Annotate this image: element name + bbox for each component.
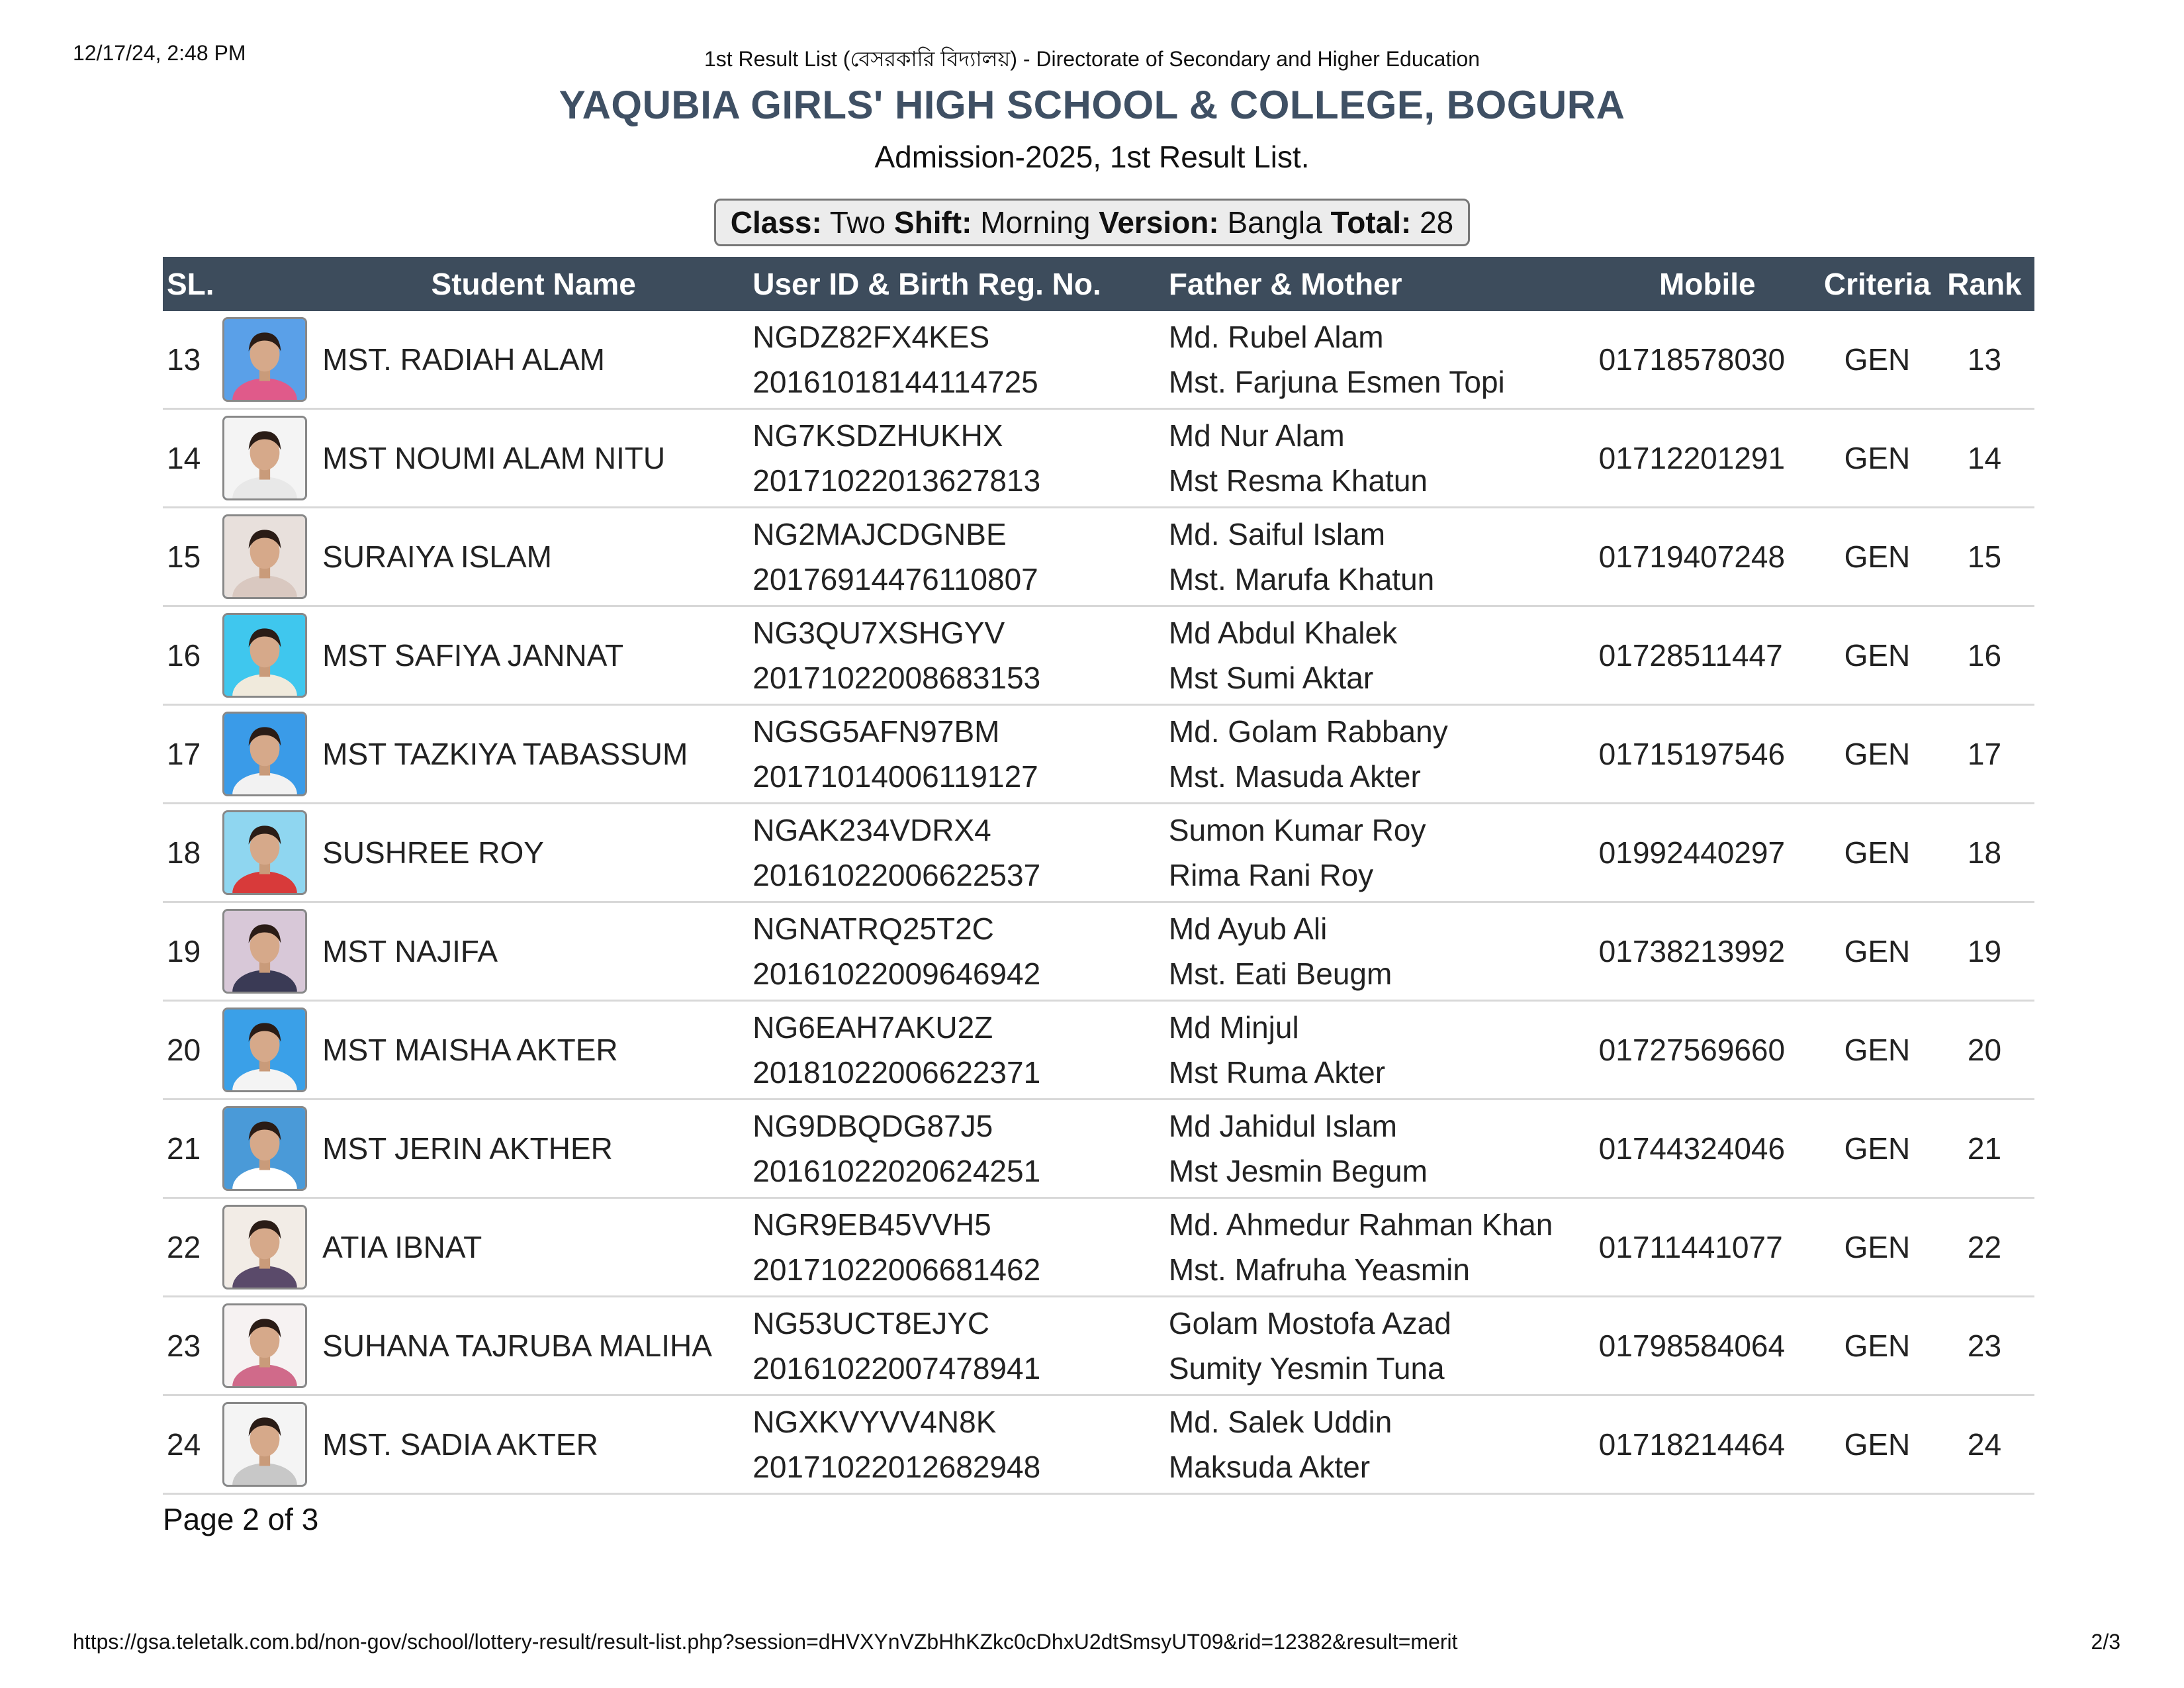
- parents-cell: [1165, 1100, 1595, 1198]
- table-row: [163, 1100, 2034, 1198]
- photo-cell: [218, 804, 319, 902]
- id-cell: [749, 804, 1165, 902]
- table-row: [163, 902, 2034, 1001]
- student-photo: [222, 1106, 307, 1191]
- student-photo-icon: [224, 1108, 305, 1189]
- mother-name: Rima Rani Roy: [1168, 858, 1374, 892]
- father-name: Md Abdul Khalek: [1168, 616, 1398, 650]
- rank: 19: [1934, 902, 2034, 1001]
- serial-number: 23: [163, 1297, 218, 1395]
- user-id: NGAK234VDRX4: [752, 813, 991, 847]
- mobile-number: 01727569660: [1595, 1001, 1820, 1100]
- mobile-number: 01715197546: [1595, 705, 1820, 804]
- user-id: NG2MAJCDGNBE: [752, 517, 1007, 551]
- student-photo: [222, 810, 307, 895]
- photo-cell: [218, 606, 319, 705]
- user-id: NG3QU7XSHGYV: [752, 616, 1005, 650]
- father-name: Md. Saiful Islam: [1168, 517, 1386, 551]
- father-name: Md Jahidul Islam: [1168, 1109, 1397, 1143]
- birth-reg-no: 20161022006622537: [752, 858, 1041, 892]
- student-name: MST. RADIAH ALAM: [318, 311, 749, 409]
- user-id: NGR9EB45VVH5: [752, 1207, 991, 1242]
- student-name: SUSHREE ROY: [318, 804, 749, 902]
- user-id: NGXKVYVV4N8K: [752, 1405, 997, 1439]
- table-row: [163, 409, 2034, 508]
- id-cell: [749, 606, 1165, 705]
- criteria: GEN: [1820, 804, 1934, 902]
- user-id: NG9DBQDG87J5: [752, 1109, 993, 1143]
- table-row: [163, 508, 2034, 606]
- student-photo-icon: [224, 714, 305, 794]
- birth-reg-no: 20161022020624251: [752, 1154, 1041, 1188]
- parents-cell: [1165, 1198, 1595, 1297]
- father-name: Golam Mostofa Azad: [1168, 1306, 1451, 1340]
- page-number: Page 2 of 3: [163, 1502, 319, 1536]
- criteria: GEN: [1820, 705, 1934, 804]
- student-name: ATIA IBNAT: [318, 1198, 749, 1297]
- class-value: Two: [829, 205, 886, 240]
- mobile-number: 01798584064: [1595, 1297, 1820, 1395]
- student-photo: [222, 909, 307, 994]
- father-name: Md. Golam Rabbany: [1168, 714, 1448, 749]
- parents-cell: [1165, 1395, 1595, 1494]
- footer-page-count: 2/3: [2091, 1630, 2120, 1654]
- rank: 14: [1934, 409, 2034, 508]
- student-name: MST NOUMI ALAM NITU: [318, 409, 749, 508]
- mother-name: Mst Jesmin Begum: [1168, 1154, 1428, 1188]
- student-photo: [222, 1008, 307, 1092]
- print-datetime: 12/17/24, 2:48 PM: [73, 41, 246, 65]
- id-cell: [749, 1395, 1165, 1494]
- birth-reg-no: 20161022009646942: [752, 957, 1041, 991]
- parents-cell: [1165, 1001, 1595, 1100]
- student-photo-icon: [224, 1305, 305, 1386]
- serial-number: 14: [163, 409, 218, 508]
- parents-cell: [1165, 705, 1595, 804]
- rank: 17: [1934, 705, 2034, 804]
- school-name: YAQUBIA GIRLS' HIGH SCHOOL & COLLEGE, BOGURA: [559, 83, 1625, 127]
- table-row: [163, 705, 2034, 804]
- mobile-number: 01711441077: [1595, 1198, 1820, 1297]
- photo-cell: [218, 1297, 319, 1395]
- birth-reg-no: 20161022007478941: [752, 1351, 1041, 1385]
- mobile-number: 01718214464: [1595, 1395, 1820, 1494]
- rank: 18: [1934, 804, 2034, 902]
- user-id: NG6EAH7AKU2Z: [752, 1010, 993, 1045]
- mother-name: Mst Sumi Aktar: [1168, 661, 1374, 695]
- table-row: [163, 1297, 2034, 1395]
- col-header-rank: Rank: [1934, 257, 2034, 311]
- table-row: [163, 1198, 2034, 1297]
- father-name: Md Ayub Ali: [1168, 912, 1328, 946]
- student-photo-icon: [224, 812, 305, 893]
- user-id: NG53UCT8EJYC: [752, 1306, 990, 1340]
- mother-name: Mst. Mafruha Yeasmin: [1168, 1252, 1470, 1287]
- mother-name: Mst. Farjuna Esmen Topi: [1168, 365, 1505, 399]
- student-name: MST TAZKIYA TABASSUM: [318, 705, 749, 804]
- mother-name: Mst. Masuda Akter: [1168, 759, 1421, 794]
- mobile-number: 01992440297: [1595, 804, 1820, 902]
- rank: 21: [1934, 1100, 2034, 1198]
- student-photo: [222, 317, 307, 402]
- serial-number: 18: [163, 804, 218, 902]
- birth-reg-no: 20171022008683153: [752, 661, 1041, 695]
- student-photo: [222, 1402, 307, 1487]
- mother-name: Sumity Yesmin Tuna: [1168, 1351, 1445, 1385]
- footer-url: https://gsa.teletalk.com.bd/non-gov/school/lottery-result/result-list.php?session=dHVXYnVZbHhKZkc0cDhxU2dtSmsyUT09&rid=12382&result=merit: [73, 1630, 1458, 1654]
- result-table: [163, 257, 2034, 1495]
- shift-label: Shift:: [893, 205, 972, 240]
- col-header-parents: Father & Mother: [1165, 257, 1595, 311]
- student-name: MST. SADIA AKTER: [318, 1395, 749, 1494]
- student-photo-icon: [224, 1009, 305, 1090]
- student-photo-icon: [224, 615, 305, 696]
- student-photo: [222, 416, 307, 500]
- birth-reg-no: 20161018144114725: [752, 365, 1038, 399]
- criteria: GEN: [1820, 1198, 1934, 1297]
- serial-number: 13: [163, 311, 218, 409]
- id-cell: [749, 508, 1165, 606]
- student-photo-icon: [224, 319, 305, 400]
- parents-cell: [1165, 1297, 1595, 1395]
- table-row: [163, 606, 2034, 705]
- table-header-row: [163, 257, 2034, 311]
- id-cell: [749, 1297, 1165, 1395]
- class-info-box: [714, 199, 1471, 246]
- parents-cell: [1165, 508, 1595, 606]
- table-row: [163, 1001, 2034, 1100]
- id-cell: [749, 1100, 1165, 1198]
- criteria: GEN: [1820, 311, 1934, 409]
- birth-reg-no: 20181022006622371: [752, 1055, 1041, 1090]
- serial-number: 17: [163, 705, 218, 804]
- criteria: GEN: [1820, 409, 1934, 508]
- father-name: Sumon Kumar Roy: [1168, 813, 1426, 847]
- user-id: NGDZ82FX4KES: [752, 320, 990, 354]
- version-label: Version:: [1099, 205, 1219, 240]
- photo-cell: [218, 902, 319, 1001]
- criteria: GEN: [1820, 606, 1934, 705]
- mobile-number: 01712201291: [1595, 409, 1820, 508]
- serial-number: 16: [163, 606, 218, 705]
- rank: 20: [1934, 1001, 2034, 1100]
- id-cell: [749, 705, 1165, 804]
- father-name: Md Nur Alam: [1168, 418, 1345, 453]
- user-id: NGNATRQ25T2C: [752, 912, 994, 946]
- criteria: GEN: [1820, 1001, 1934, 1100]
- birth-reg-no: 20171022013627813: [752, 463, 1041, 498]
- birth-reg-no: 20171022006681462: [752, 1252, 1041, 1287]
- table-row: [163, 311, 2034, 409]
- student-photo: [222, 1205, 307, 1289]
- criteria: GEN: [1820, 902, 1934, 1001]
- student-photo-icon: [224, 1207, 305, 1288]
- id-cell: [749, 902, 1165, 1001]
- student-photo: [222, 514, 307, 599]
- mother-name: Mst. Marufa Khatun: [1168, 562, 1435, 596]
- student-name: MST JERIN AKTHER: [318, 1100, 749, 1198]
- mobile-number: 01744324046: [1595, 1100, 1820, 1198]
- photo-cell: [218, 1198, 319, 1297]
- serial-number: 24: [163, 1395, 218, 1494]
- student-photo-icon: [224, 911, 305, 992]
- col-header-sl: SL.: [163, 257, 218, 311]
- photo-cell: [218, 705, 319, 804]
- mobile-number: 01728511447: [1595, 606, 1820, 705]
- parents-cell: [1165, 409, 1595, 508]
- student-photo-icon: [224, 1404, 305, 1485]
- mobile-number: 01719407248: [1595, 508, 1820, 606]
- version-value: Bangla: [1227, 205, 1322, 240]
- col-header-user-id: User ID & Birth Reg. No.: [749, 257, 1165, 311]
- serial-number: 21: [163, 1100, 218, 1198]
- id-cell: [749, 409, 1165, 508]
- birth-reg-no: 20171014006119127: [752, 759, 1038, 794]
- id-cell: [749, 1198, 1165, 1297]
- class-label: Class:: [730, 205, 822, 240]
- mother-name: Mst Resma Khatun: [1168, 463, 1428, 498]
- parents-cell: [1165, 311, 1595, 409]
- result-list-subtitle: Admission-2025, 1st Result List.: [874, 140, 1310, 174]
- father-name: Md Minjul: [1168, 1010, 1299, 1045]
- serial-number: 22: [163, 1198, 218, 1297]
- parents-cell: [1165, 902, 1595, 1001]
- photo-cell: [218, 1100, 319, 1198]
- father-name: Md. Salek Uddin: [1168, 1405, 1392, 1439]
- mobile-number: 01718578030: [1595, 311, 1820, 409]
- rank: 15: [1934, 508, 2034, 606]
- id-cell: [749, 1001, 1165, 1100]
- photo-cell: [218, 1395, 319, 1494]
- browser-page-title: 1st Result List (বেসরকারি বিদ্যালয়) - Directorate of Secondary and Higher Education: [704, 47, 1480, 71]
- student-photo: [222, 613, 307, 698]
- photo-cell: [218, 1001, 319, 1100]
- rank: 23: [1934, 1297, 2034, 1395]
- student-name: MST SAFIYA JANNAT: [318, 606, 749, 705]
- rank: 16: [1934, 606, 2034, 705]
- student-name: SUHANA TAJRUBA MALIHA: [318, 1297, 749, 1395]
- father-name: Md. Rubel Alam: [1168, 320, 1384, 354]
- serial-number: 19: [163, 902, 218, 1001]
- user-id: NG7KSDZHUKHX: [752, 418, 1003, 453]
- student-photo: [222, 712, 307, 796]
- student-photo: [222, 1303, 307, 1388]
- student-name: SURAIYA ISLAM: [318, 508, 749, 606]
- student-name: MST NAJIFA: [318, 902, 749, 1001]
- mother-name: Mst Ruma Akter: [1168, 1055, 1386, 1090]
- criteria: GEN: [1820, 1100, 1934, 1198]
- id-cell: [749, 311, 1165, 409]
- total-value: 28: [1420, 205, 1454, 240]
- photo-cell: [218, 311, 319, 409]
- birth-reg-no: 20171022012682948: [752, 1450, 1041, 1484]
- table-row: [163, 804, 2034, 902]
- parents-cell: [1165, 804, 1595, 902]
- photo-cell: [218, 409, 319, 508]
- mother-name: Mst. Eati Beugm: [1168, 957, 1392, 991]
- birth-reg-no: 20176914476110807: [752, 562, 1038, 596]
- shift-value: Morning: [980, 205, 1091, 240]
- serial-number: 20: [163, 1001, 218, 1100]
- col-header-mobile: Mobile: [1595, 257, 1820, 311]
- student-name: MST MAISHA AKTER: [318, 1001, 749, 1100]
- rank: 13: [1934, 311, 2034, 409]
- table-row: [163, 1395, 2034, 1494]
- criteria: GEN: [1820, 1395, 1934, 1494]
- col-header-photo: [218, 257, 319, 311]
- total-label: Total:: [1330, 205, 1412, 240]
- student-photo-icon: [224, 516, 305, 597]
- student-photo-icon: [224, 418, 305, 498]
- col-header-criteria: Criteria: [1820, 257, 1934, 311]
- rank: 24: [1934, 1395, 2034, 1494]
- class-info-wrapper: [0, 199, 2184, 246]
- table-body: [163, 311, 2034, 1494]
- criteria: GEN: [1820, 1297, 1934, 1395]
- mother-name: Maksuda Akter: [1168, 1450, 1371, 1484]
- col-header-student-name: Student Name: [318, 257, 749, 311]
- serial-number: 15: [163, 508, 218, 606]
- photo-cell: [218, 508, 319, 606]
- criteria: GEN: [1820, 508, 1934, 606]
- father-name: Md. Ahmedur Rahman Khan: [1168, 1207, 1553, 1242]
- mobile-number: 01738213992: [1595, 902, 1820, 1001]
- user-id: NGSG5AFN97BM: [752, 714, 1000, 749]
- parents-cell: [1165, 606, 1595, 705]
- rank: 22: [1934, 1198, 2034, 1297]
